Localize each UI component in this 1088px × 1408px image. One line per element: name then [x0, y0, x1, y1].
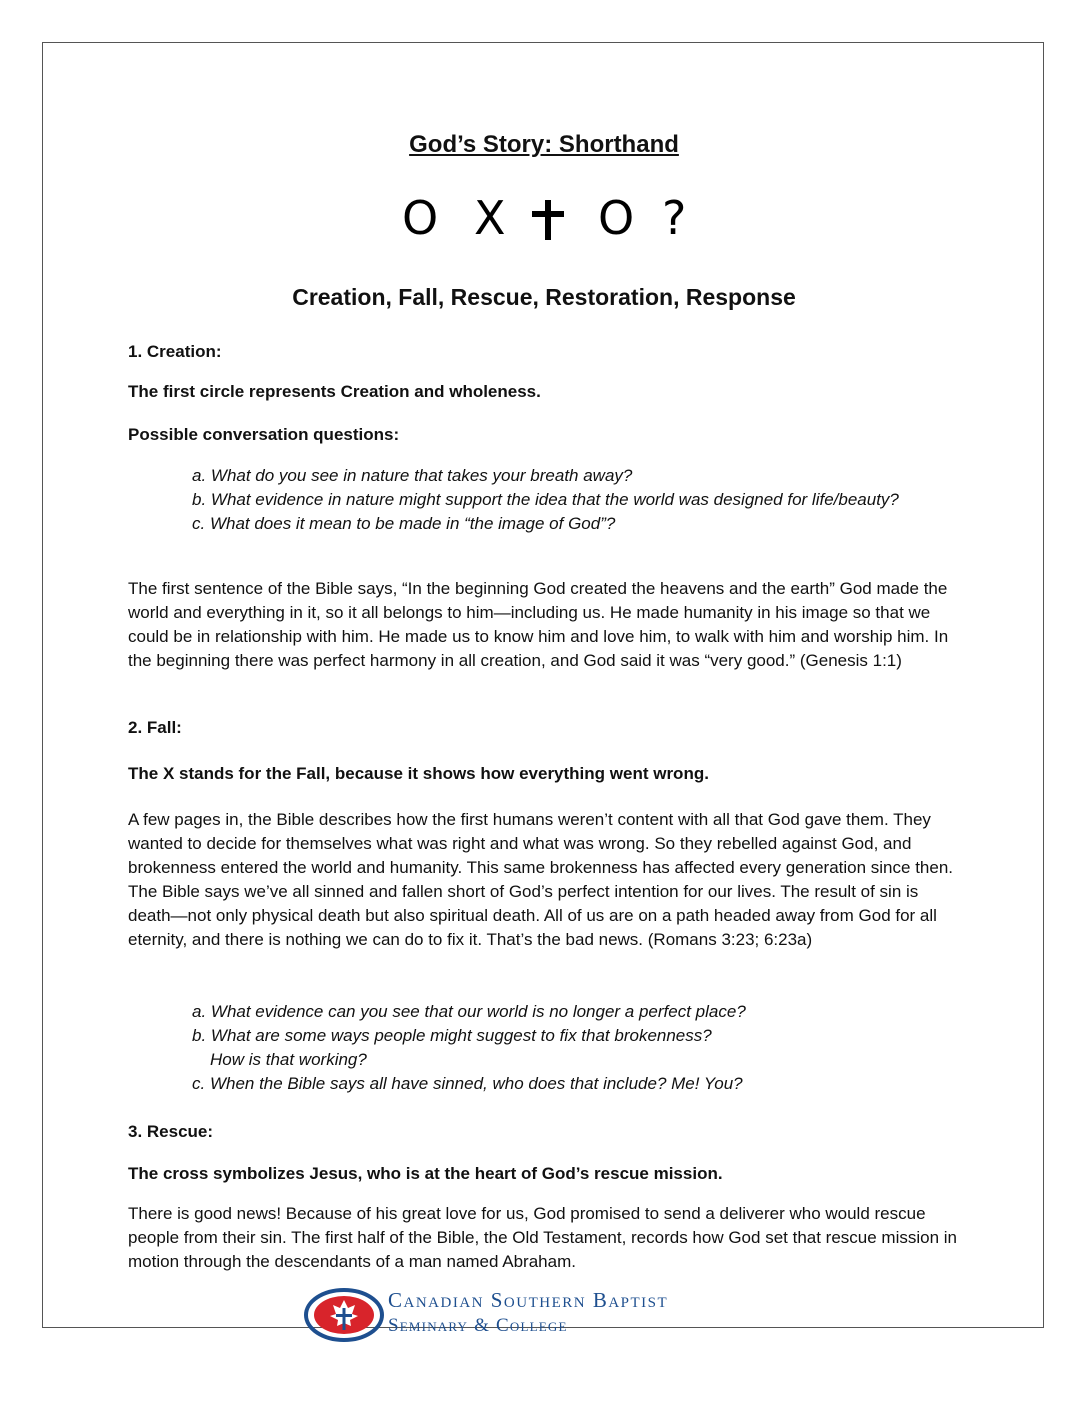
section-heading-creation: 1. Creation: — [128, 342, 222, 361]
body-paragraph-fall: A few pages in, the Bible describes how the first humans weren’t content with all that God gave them. They wanted to decide for themselves what was right and what was wrong. So they rebelled against God, and brokenness entered the world and humanity. This same brokenness has affected every generation since then. The Bible says we’ve all sinned and fallen short of God’s perfect intention for our lives. The result of sin is death—not only physical death but also spiritual death. All of us are on a path headed away from God for all eternity, and there is nothing we can do to fix it. That’s the bad news. (Romans 3:23; 6:23a) — [128, 810, 953, 949]
section-lead-creation: The first circle represents Creation and wholeness. — [128, 382, 541, 401]
circle-symbol-creation: O — [402, 191, 439, 245]
section-lead-fall: The X stands for the Fall, because it shows how everything went wrong. — [128, 764, 709, 783]
questions-label: Possible conversation questions: — [128, 425, 400, 444]
question-symbol-response: ? — [662, 191, 687, 245]
maple-leaf-cross-icon — [303, 1286, 385, 1344]
question-item: a. What evidence can you see that our world is no longer a perfect place? — [192, 1002, 746, 1021]
body-paragraph-creation: The first sentence of the Bible says, “In the beginning God created the heavens and the earth” God made the world and everything in it, so it all belongs to him—including us. He made humanity in his image so that we could be in relationship with him. He made us to know him and love him, to walk with him and worship him. In the beginning there was perfect harmony in all creation, and God said it was “very good.” (Genesis 1:1) — [128, 579, 949, 670]
cross-icon — [530, 200, 566, 240]
logo-text-line1: Canadian Southern Baptist — [388, 1288, 669, 1312]
page-subtitle: Creation, Fall, Rescue, Restoration, Response — [292, 284, 796, 310]
question-item: c. When the Bible says all have sinned, who does that include? Me! You? — [192, 1074, 743, 1093]
seminary-logo — [303, 1286, 723, 1344]
section-heading-fall: 2. Fall: — [128, 718, 182, 737]
section-lead-rescue: The cross symbolizes Jesus, who is at the heart of God’s rescue mission. — [128, 1164, 723, 1183]
page-title: God’s Story: Shorthand — [409, 131, 679, 158]
body-paragraph-rescue: There is good news! Because of his great love for us, God promised to send a deliverer who would rescue people from their sin. The first half of the Bible, the Old Testament, records how God set that rescue mission in motion through the descendants of a man named Abraham. — [128, 1204, 957, 1271]
question-item: a. What do you see in nature that takes your breath away? — [192, 466, 633, 485]
x-symbol-fall: X — [474, 191, 506, 245]
question-item-continuation: How is that working? — [210, 1050, 367, 1069]
shorthand-symbols — [400, 188, 700, 248]
circle-symbol-restoration: O — [598, 191, 635, 245]
question-item: b. What evidence in nature might support the idea that the world was designed for life/beauty? — [192, 490, 899, 509]
section-heading-rescue: 3. Rescue: — [128, 1122, 214, 1141]
logo-text-line2: Seminary & College — [388, 1315, 568, 1336]
question-item: c. What does it mean to be made in “the image of God”? — [192, 514, 616, 533]
question-item: b. What are some ways people might suggest to fix that brokenness? — [192, 1026, 712, 1045]
